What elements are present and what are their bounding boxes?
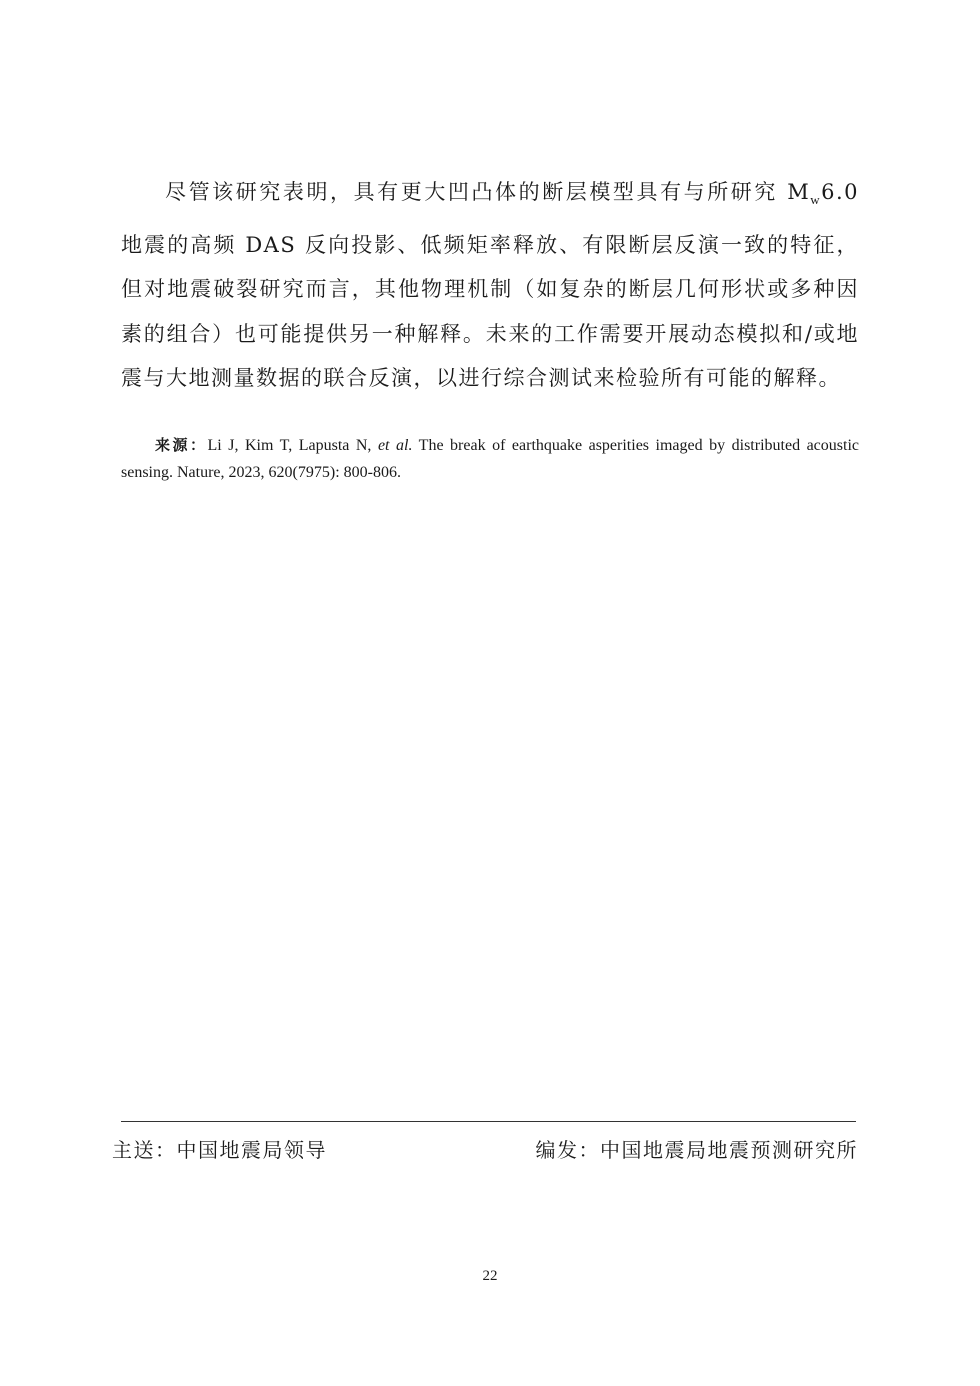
magnitude-subscript: w: [810, 192, 822, 208]
source-citation: [121, 432, 859, 486]
body-paragraph: [121, 170, 859, 401]
page-number: 22: [482, 1268, 498, 1284]
source-label: 来源：: [155, 436, 208, 454]
source-etal: et al.: [377, 437, 413, 454]
body-text-part-2: 6.0 地震的高频 DAS 反向投影、低频矩率释放、有限断层反演一致的特征，但对地震破裂研究而言，其他物理机制（如复杂的断层几何形状或多种因素的组合）也可能提供另一种解释。未来的工作需要开展动态模拟和/或地震与大地测量数据的联合反演，以进行综合测试来检验所有可能的解释。: [121, 180, 859, 391]
footer-recipient: 主送：中国地震局领导: [112, 1138, 327, 1162]
source-reference: The break of earthquake asperities imaged by distributed acoustic sensing. Nature, 2023, 620(7975): 800-806.: [121, 437, 859, 481]
footer-editor: 编发：中国地震局地震预测研究所: [535, 1138, 858, 1162]
body-text-part-1: 尽管该研究表明，具有更大凹凸体的断层模型具有与所研究 M: [165, 180, 811, 204]
footer-divider: [121, 1121, 856, 1122]
source-authors: Li J, Kim T, Lapusta N,: [207, 437, 372, 454]
